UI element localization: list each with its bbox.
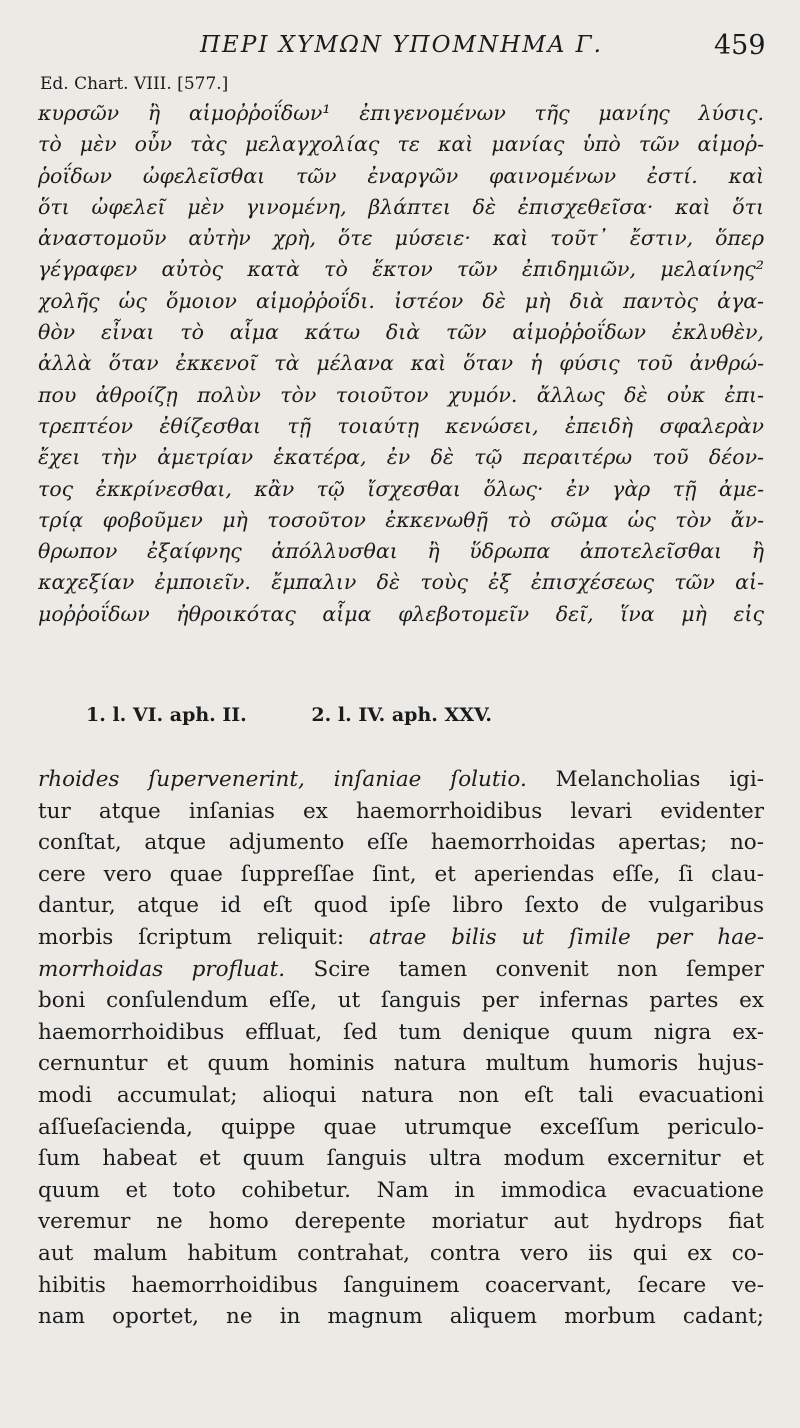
greek-line: θρωπον ἐξαίφνης ἀπόλλυσθαι ἢ ὕδρωπα ἀποτελεῖσθαι ἢ xyxy=(38,539,764,564)
latin-text: cernuntur et quum hominis natura multum humoris hujus- xyxy=(38,1051,764,1077)
latin-line xyxy=(38,890,764,922)
latin-line xyxy=(38,764,764,796)
latin-line xyxy=(38,985,764,1017)
latin-line xyxy=(38,954,764,986)
greek-line: θὸν εἶναι τὸ αἷμα κάτω διὰ τῶν αἱμοῤῥοΐδων ἐκλυθὲν, xyxy=(38,320,764,345)
latin-line xyxy=(38,796,764,828)
latin-text: morbis ſcriptum reliquit: xyxy=(38,924,370,950)
latin-line xyxy=(38,1017,764,1049)
latin-line xyxy=(38,1238,764,1270)
edition-reference: Ed. Chart. VIII. [577.] xyxy=(40,74,229,94)
latin-text: ſum habeat et quum ſanguis ultra modum excernitur et xyxy=(38,1146,764,1172)
running-head xyxy=(0,30,800,64)
latin-line xyxy=(38,1112,764,1144)
greek-line: τος ἐκκρίνεσθαι, κἂν τῷ ἴσχεσθαι ὅλως· ἐν γὰρ τῇ ἀμε- xyxy=(38,476,764,501)
greek-line: τὸ μὲν οὖν τὰς μελαγχολίας τε καὶ μανίας ὑπὸ τῶν αἱμοῤ- xyxy=(38,132,764,157)
latin-text: tur atque inſanias ex haemorrhoidibus levari evidenter xyxy=(38,798,764,824)
latin-line xyxy=(38,1080,764,1112)
running-title: ΠΕΡΙ ΧΥΜΩΝ ΥΠΟΜΝΗΜΑ Γ. xyxy=(200,32,603,58)
footnote-1: 1. l. VI. aph. II. xyxy=(86,704,247,726)
greek-line: καχεξίαν ἐμποιεῖν. ἔμπαλιν δὲ τοὺς ἐξ ἐπισχέσεως τῶν αἱ- xyxy=(38,570,764,595)
latin-line xyxy=(38,827,764,859)
footnotes xyxy=(86,704,550,726)
latin-text: aut malum habitum contrahat, contra vero iis qui ex co- xyxy=(38,1240,764,1266)
greek-line: τρεπτέον ἐθίζεσθαι τῇ τοιαύτῃ κενώσει, ἐπειδὴ σφαλερὰν xyxy=(38,413,764,438)
greek-line: ἀναστομοῦν αὐτὴν χρὴ, ὅτε μύσειε· καὶ τοῦτ᾽ ἔστιν, ὅπερ xyxy=(38,226,764,251)
footnote-2: 2. l. IV. aph. XXV. xyxy=(311,704,493,726)
greek-line: τρίᾳ φοβοῦμεν μὴ τοσοῦτον ἐκκενωθῇ τὸ σῶμα ὡς τὸν ἄν- xyxy=(38,507,764,532)
latin-italic-quote: rhoides ſupervenerint, inſaniae ſolutio. xyxy=(38,767,527,792)
latin-italic-quote: atrae bilis ut ſimile per hae- xyxy=(369,924,764,950)
latin-line xyxy=(38,1270,764,1302)
greek-line: ἔχει τὴν ἀμετρίαν ἑκατέρα, ἐν δὲ τῷ περαιτέρω τοῦ δέον- xyxy=(38,445,764,470)
greek-text-block xyxy=(38,98,764,630)
latin-line xyxy=(38,1301,764,1333)
latin-text: Melancholias igi- xyxy=(526,767,764,792)
latin-text: hibitis haemorrhoidibus ſanguinem coacervant, ſecare ve- xyxy=(38,1272,764,1298)
latin-text: nam oportet, ne in magnum aliquem morbum cadant; xyxy=(38,1304,764,1330)
latin-line xyxy=(38,1143,764,1175)
latin-text: conſtat, atque adjumento eſſe haemorrhoidas apertas; no- xyxy=(38,830,764,856)
greek-line: μοῤῥοΐδων ἠθροικότας αἷμα φλεβοτομεῖν δεῖ, ἵνα μὴ εἰς xyxy=(38,601,764,626)
greek-line: γέγραφεν αὐτὸς κατὰ τὸ ἕκτον τῶν ἐπιδημιῶν, μελαίνης² xyxy=(38,257,764,282)
latin-line xyxy=(38,1048,764,1080)
latin-text: quum et toto cohibetur. Nam in immodica evacuatione xyxy=(38,1177,764,1203)
latin-text: aſſueſacienda, quippe quae utrumque exceſſum periculo- xyxy=(38,1114,764,1140)
latin-line xyxy=(38,1206,764,1238)
latin-text-block xyxy=(38,764,764,1333)
latin-line xyxy=(38,859,764,891)
latin-text: modi accumulat; alioqui natura non eſt tali evacuationi xyxy=(38,1082,764,1108)
latin-text: haemorrhoidibus effluat, ſed tum denique quum nigra ex- xyxy=(38,1019,764,1045)
latin-text: dantur, atque id eſt quod ipſe libro ſexto de vulgaribus xyxy=(38,893,764,919)
latin-text: cere vero quae ſuppreſſae ſint, et aperiendas eſſe, ſi clau- xyxy=(38,861,764,887)
latin-line xyxy=(38,922,764,954)
latin-text: veremur ne homo derepente moriatur aut hydrops fiat xyxy=(38,1209,764,1235)
latin-line xyxy=(38,1175,764,1207)
greek-line: χολῆς ὡς ὅμοιον αἱμοῤῥοΐδι. ἰστέον δὲ μὴ διὰ παντὸς ἀγα- xyxy=(38,288,764,313)
greek-line: ὅτι ὠφελεῖ μὲν γινομένη, βλάπτει δὲ ἐπισχεθεῖσα· καὶ ὅτι xyxy=(38,194,764,219)
greek-line: ἀλλὰ ὅταν ἐκκενοῖ τὰ μέλανα καὶ ὅταν ἡ φύσις τοῦ ἀνθρώ- xyxy=(38,351,764,376)
latin-text: boni conſulendum eſſe, ut ſanguis per infernas partes ex xyxy=(38,988,764,1014)
latin-italic-quote: morrhoidas profluat. xyxy=(38,956,286,982)
page-number: 459 xyxy=(714,30,766,61)
greek-line: κυρσῶν ἢ αἱμοῤῥοΐδων¹ ἐπιγενομένων τῆς μανίης λύσις. xyxy=(38,101,764,125)
latin-text: Scire tamen convenit non ſemper xyxy=(285,956,764,982)
greek-line: που ἀθροίζῃ πολὺν τὸν τοιοῦτον χυμόν. ἄλλως δὲ οὐκ ἐπι- xyxy=(38,382,764,407)
greek-line: ῥοΐδων ὠφελεῖσθαι τῶν ἐναργῶν φαινομένων ἐστί. καὶ xyxy=(38,163,764,188)
